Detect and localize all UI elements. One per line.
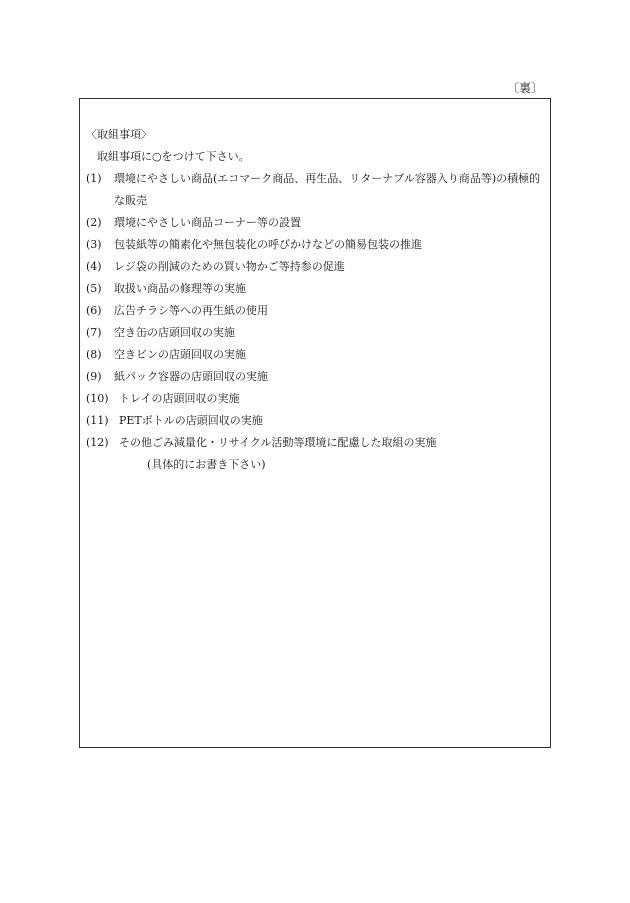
list-item xyxy=(86,168,546,212)
item-number: (4) xyxy=(86,260,102,273)
item-text: その他ごみ減量化・リサイクル活動等環境に配慮した取組の実施 xyxy=(119,436,437,449)
list-item xyxy=(86,278,546,300)
item-text: 空きビンの店頭回収の実施 xyxy=(114,348,246,361)
item-text: 環境にやさしい商品(エコマーク商品、再生品、リターナブル容器入り商品等)の積極的な販売 xyxy=(114,172,541,207)
item-number: (3) xyxy=(86,238,102,251)
item-text: 包装紙等の簡素化や無包装化の呼びかけなどの簡易包装の推進 xyxy=(114,238,422,251)
item-number: (12) xyxy=(86,436,109,449)
item-text: 広告チラシ等への再生紙の使用 xyxy=(114,304,268,317)
item-number: (7) xyxy=(86,326,102,339)
item-number: (9) xyxy=(86,370,102,383)
list-item xyxy=(86,300,546,322)
list-item xyxy=(86,388,546,410)
item-number: (5) xyxy=(86,282,102,295)
form-content xyxy=(86,124,546,476)
item-number: (10) xyxy=(86,392,109,405)
page-side-label: 〔裏〕 xyxy=(507,81,544,95)
item-text: 空き缶の店頭回収の実施 xyxy=(114,326,235,339)
initiative-list xyxy=(86,168,546,454)
list-item xyxy=(86,366,546,388)
list-item xyxy=(86,322,546,344)
item-number: (11) xyxy=(86,414,109,427)
list-item xyxy=(86,410,546,432)
section-heading: 〈取組事項〉 xyxy=(86,128,152,141)
instruction-text: 取組事項に○をつけて下さい。 xyxy=(97,150,250,163)
list-item xyxy=(86,234,546,256)
item-text: レジ袋の削減のための買い物かご等持参の促進 xyxy=(114,260,345,273)
item-number: (1) xyxy=(86,172,102,185)
form-box xyxy=(79,98,551,748)
item-text: トレイの店頭回収の実施 xyxy=(119,392,240,405)
list-item xyxy=(86,432,546,454)
item-number: (2) xyxy=(86,216,102,229)
item-text: 環境にやさしい商品コーナー等の設置 xyxy=(114,216,301,229)
item-text: 取扱い商品の修理等の実施 xyxy=(114,282,246,295)
item-note: (具体的にお書き下さい) xyxy=(147,458,266,471)
item-text: 紙パック容器の店頭回収の実施 xyxy=(114,370,268,383)
item-number: (6) xyxy=(86,304,102,317)
list-item xyxy=(86,212,546,234)
item-text: PETボトルの店頭回収の実施 xyxy=(119,414,263,427)
list-item xyxy=(86,256,546,278)
item-number: (8) xyxy=(86,348,102,361)
list-item xyxy=(86,344,546,366)
